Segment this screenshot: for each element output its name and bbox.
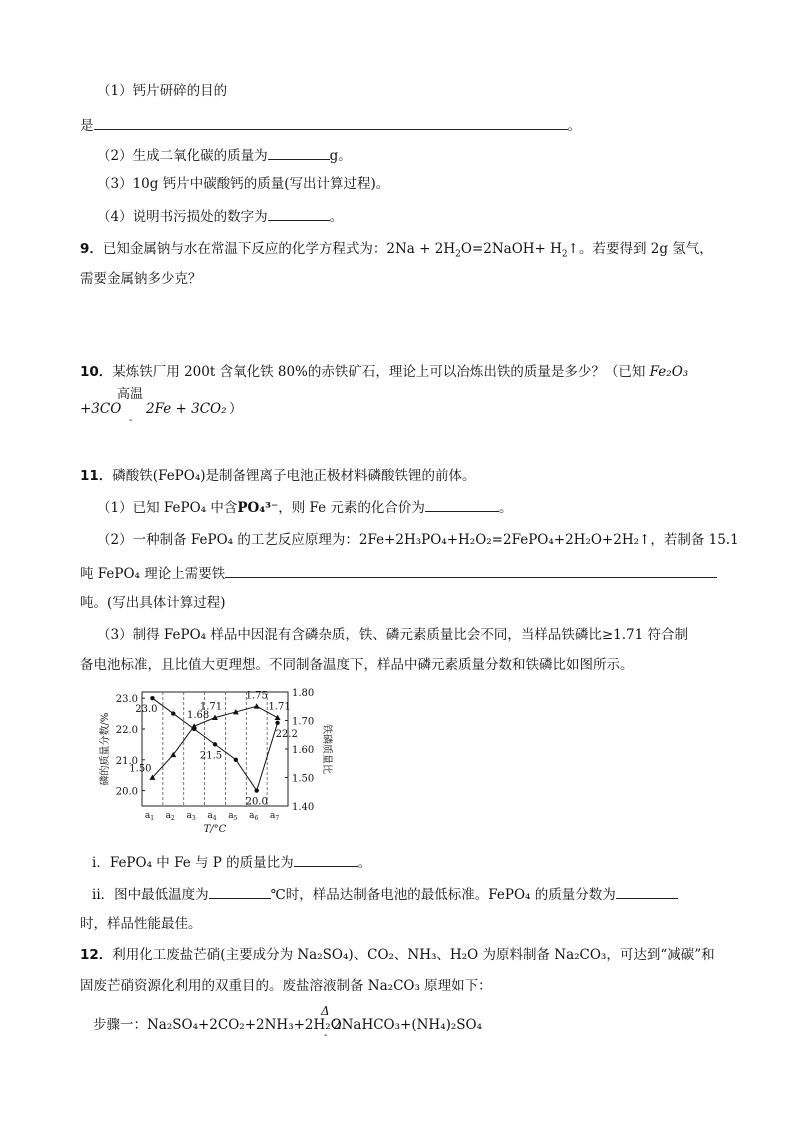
data-point-dot — [150, 696, 154, 700]
q12-step1-dash: - — [324, 1030, 328, 1041]
data-label: 20.0 — [245, 796, 268, 808]
data-label: 1.71 — [268, 701, 291, 713]
q10-dash: - — [129, 415, 133, 426]
q11-sub-ii-line2: 时，样品性能最佳。 — [80, 916, 202, 932]
q10-equation-lhs: +3CO — [80, 401, 122, 417]
q12-step1-lhs: 步骤一：Na₂SO₄+2CO₂+2NH₃+2H₂O — [93, 1017, 342, 1033]
y-axis-title: 磷的质量分数/% — [100, 712, 111, 786]
data-point-dot — [275, 721, 279, 725]
category-label: $a_6$ — [249, 811, 259, 822]
left-tick-label: 21.0 — [115, 755, 138, 767]
data-label: 1.50 — [129, 763, 152, 775]
q12-step1-rhs: 2NaHCO₃+(NH₄)₂SO₄ — [333, 1017, 483, 1033]
q8-part1-line2: 是 。 — [80, 115, 581, 135]
data-label: 1.75 — [245, 690, 268, 702]
q12-line2: 固废芒硝资源化利用的双重目的。废盐溶液制备 Na₂CO₃ 原理如下： — [80, 978, 492, 994]
left-tick-label: 20.0 — [115, 786, 138, 798]
data-label: 21.5 — [199, 750, 223, 762]
q11-part2-line2: 吨 FePO₄ 理论上需要铁 — [80, 563, 717, 583]
q11-intro: 11．磷酸铁(FePO₄)是制备锂离子电池正极材料磷酸铁锂的前体。 — [80, 468, 476, 484]
q8-part4: （4）说明书污损处的数字为 。 — [97, 206, 343, 226]
q11-part1: （1）已知 FePO₄ 中含PO₄³⁻，则 Fe 元素的化合价为 。 — [97, 497, 512, 517]
data-point-dot — [234, 758, 238, 762]
right-tick-label: 1.40 — [292, 802, 315, 813]
q9-line1: 9．已知金属钠与水在常温下反应的化学方程式为：$2Na + 2H_2O=2NaOH+$ $H_2↑$。若要得到 2g 氢气， — [80, 241, 713, 260]
data-label: 22.2 — [275, 728, 298, 740]
q8-part1-line1: （1）钙片研碎的目的 — [97, 83, 228, 99]
answer-blank[interactable] — [294, 852, 358, 867]
data-point-triangle — [254, 703, 260, 708]
q9-line2: 需要金属钠多少克？ — [80, 271, 202, 287]
q11-sub-ii-line1: ii．图中最低温度为 ℃时，样品达制备电池的最低标准。FePO₄ 的质量分数为 — [92, 884, 678, 904]
answer-blank[interactable] — [268, 145, 330, 160]
right-tick-label: 1.80 — [292, 688, 315, 699]
answer-blank[interactable] — [225, 563, 717, 578]
q12-line1: 12．利用化工废盐芒硝(主要成分为 Na₂SO₄)、CO₂、NH₃、H₂O 为原料制备 Na₂CO₃，可达到“减碳”和 — [80, 947, 715, 963]
answer-blank[interactable] — [268, 206, 330, 221]
data-label: 1.71 — [199, 701, 223, 713]
data-point-triangle — [191, 723, 197, 728]
data-label: 1.68 — [187, 710, 210, 722]
answer-blank[interactable] — [209, 884, 271, 899]
right-tick-label: 1.70 — [292, 716, 315, 728]
category-label: $a_5$ — [228, 811, 238, 822]
answer-blank[interactable] — [425, 497, 499, 512]
q10-equation-rhs: 2Fe + 3CO₂ — [146, 401, 227, 417]
y2-axis-title: 铁磷质量比 — [321, 724, 332, 774]
q11-part3-line2: 备电池标准，且比值大更理想。不同制备温度下，样品中磷元素质量分数和铁磷比如图所示。 — [80, 657, 634, 673]
q10-condition: 高温 — [117, 387, 144, 402]
q10-line1: 10．某炼铁厂用 200t 含氧化铁 80%的赤铁矿石，理论上可以冶炼出铁的质量是多少？（已知 Fe₂O₃ — [80, 364, 689, 380]
q11-part3-line1: （3）制得 FePO₄ 样品中因混有含磷杂质，铁、磷元素质量比会不同，当样品铁磷比≥1.71 符合制 — [97, 627, 689, 643]
left-tick-label: 22.0 — [115, 724, 138, 736]
answer-blank[interactable] — [616, 884, 678, 899]
q10-close: ） — [229, 401, 243, 417]
category-label: $a_2$ — [165, 811, 175, 822]
data-point-dot — [171, 711, 175, 715]
right-tick-label: 1.60 — [292, 745, 315, 756]
category-label: $a_4$ — [207, 811, 217, 822]
phosphorus-iron-chart — [96, 686, 336, 838]
q11-part2-line3: 吨。(写出具体计算过程) — [80, 595, 226, 611]
data-label: 23.0 — [135, 704, 158, 716]
q11-sub-i: i．FePO₄ 中 Fe 与 P 的质量比为 。 — [92, 852, 371, 872]
data-point-dot — [213, 742, 217, 746]
category-label: $a_1$ — [144, 811, 155, 822]
q11-part2-line1: （2）一种制备 FePO₄ 的工艺反应原理为：2Fe+2H₃PO₄+H₂O₂=2FePO₄+2H₂O+2H₂↑，若制备 15.1 — [97, 532, 739, 548]
q8-part2: （2）生成二氧化碳的质量为 g。 — [97, 145, 352, 165]
data-point-dot — [255, 788, 259, 792]
q12-step1-condition: Δ — [321, 1004, 330, 1018]
left-tick-label: 23.0 — [115, 694, 138, 706]
x-axis-title: T/°C — [203, 824, 227, 835]
right-tick-label: 1.50 — [292, 773, 315, 785]
category-label: $a_3$ — [186, 811, 196, 822]
data-point-triangle — [275, 715, 281, 720]
category-label: $a_7$ — [269, 811, 280, 822]
q8-part3: （3）10g 钙片中碳酸钙的质量(写出计算过程)。 — [97, 176, 390, 192]
answer-blank[interactable] — [94, 115, 568, 130]
